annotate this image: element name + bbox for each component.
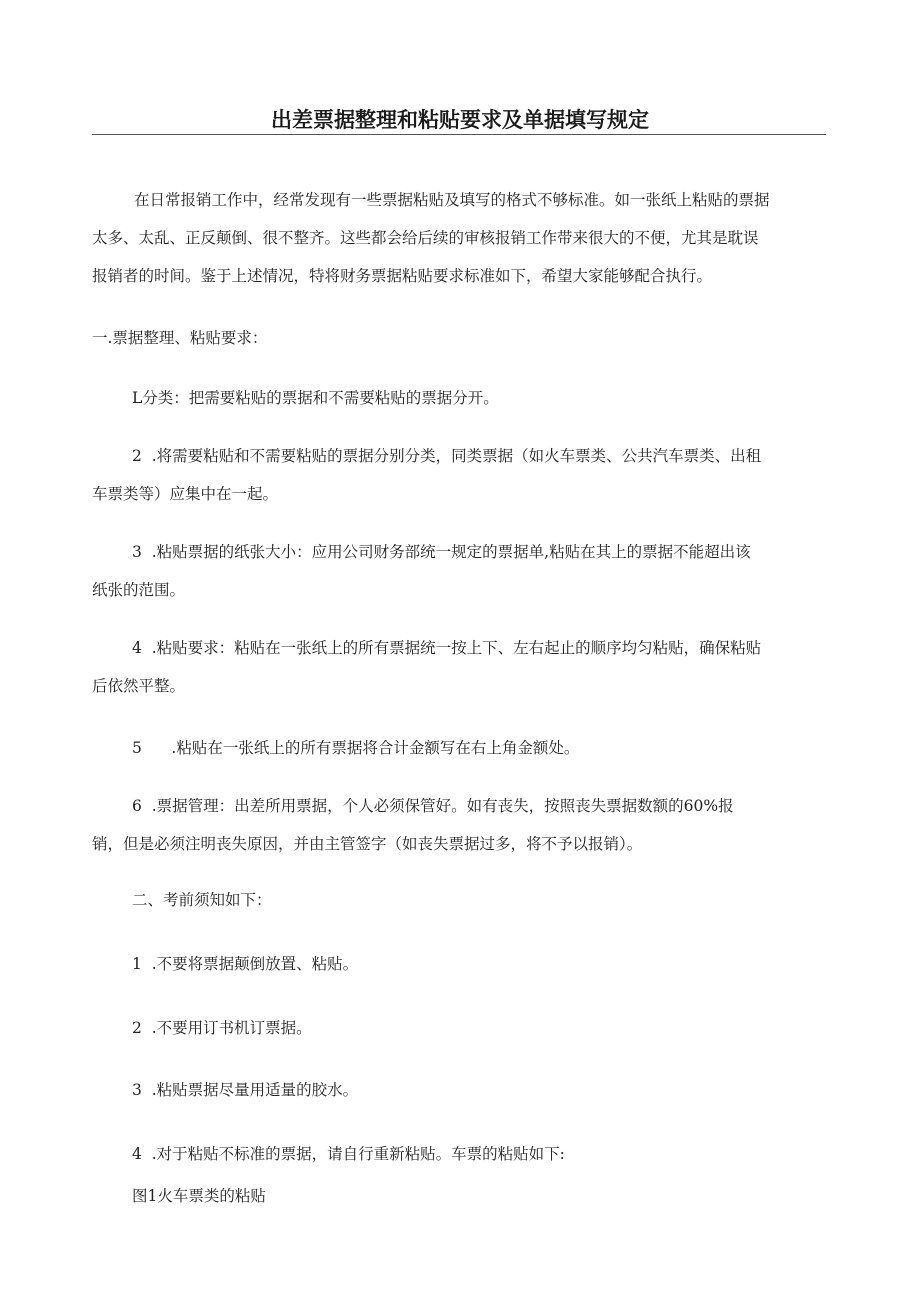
section1-item-4-line-2: 后依然平整。 [92, 677, 186, 695]
page-title: 出差票据整理和粘贴要求及单据填写规定 [271, 108, 649, 132]
section1-item-3-line-1: 3 .粘贴票据的纸张大小：应用公司财务部统一规定的票据单,粘贴在其上的票据不能超出该 [132, 543, 751, 561]
section2-item-2: 2 .不要用订书机订票据。 [132, 1019, 312, 1037]
section2-heading: 二、考前须知如下： [132, 891, 272, 909]
section1-item-4-line-1: 4 .粘贴要求：粘贴在一张纸上的所有票据统一按上下、左右起止的顺序均匀粘贴，确保粘贴 [132, 639, 762, 657]
section1-item-5: 5 .粘贴在一张纸上的所有票据将合计金额写在右上角金额处。 [132, 739, 580, 757]
section1-item-6-line-1: 6 .票据管理：出差所用票据，个人必须保管好。如有丧失，按照丧失票据数额的60%报 [132, 797, 734, 815]
section1-item-2-line-1: 2 .将需要粘贴和不需要粘贴的票据分别分类，同类票据（如火车票类、公共汽车票类、出租 [132, 447, 762, 465]
section1-item-6-line-2: 销，但是必须注明丧失原因，并由主管签字（如丧失票据过多，将不予以报销）。 [92, 835, 643, 853]
intro-line-1: 在日常报销工作中，经常发现有一些票据粘贴及填写的格式不够标准。如一张纸上粘贴的票据 [134, 191, 770, 209]
section1-item-3-line-2: 纸张的范围。 [92, 581, 186, 599]
section1-heading: 一.票据整理、粘贴要求： [92, 329, 268, 347]
section1-item-1: L分类：把需要粘贴的票据和不需要粘贴的票据分开。 [132, 389, 499, 407]
section2-item-3: 3 .粘贴票据尽量用适量的胶水。 [132, 1081, 359, 1099]
intro-line-2: 太多、太乱、正反颠倒、很不整齐。这些都会给后续的审核报销工作带来很大的不便，尤其是耽误 [92, 229, 759, 247]
section1-item-2-line-2: 车票类等）应集中在一起。 [92, 485, 279, 503]
intro-line-3: 报销者的时间。鉴于上述情况，特将财务票据粘贴要求标准如下，希望大家能够配合执行。 [92, 267, 713, 285]
figure-caption: 图1火车票类的粘贴 [132, 1187, 266, 1205]
section2-item-1: 1 .不要将票据颠倒放置、粘贴。 [132, 955, 359, 973]
section2-item-4: 4 .对于粘贴不标准的票据，请自行重新粘贴。车票的粘贴如下: [132, 1145, 565, 1163]
title-underline [92, 134, 826, 135]
